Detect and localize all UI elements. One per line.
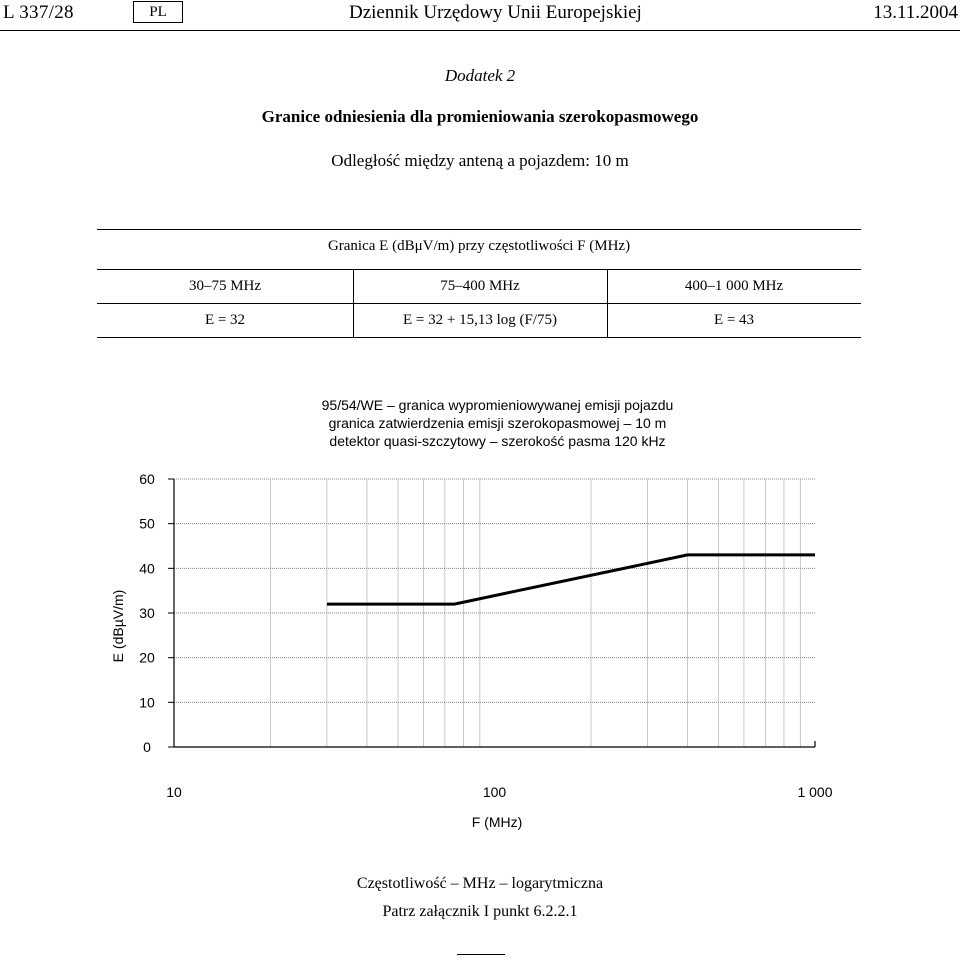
emission-limit-chart bbox=[0, 460, 960, 840]
page-header bbox=[0, 0, 960, 30]
table-bottom-rule bbox=[97, 337, 861, 338]
document-subtitle: Odległość między anteną a pojazdem: 10 m bbox=[331, 151, 629, 170]
table-header-rule bbox=[97, 269, 861, 270]
x-tick-label: 10 bbox=[166, 784, 182, 800]
x-tick-label: 1 000 bbox=[797, 784, 833, 800]
end-divider bbox=[457, 954, 505, 955]
y-tick-label: 30 bbox=[139, 605, 155, 621]
table-caption: Granica E (dBμV/m) przy częstotliwości F (MHz) bbox=[327, 238, 631, 254]
table-cell: E = 43 bbox=[713, 312, 755, 328]
y-tick-label: 20 bbox=[139, 649, 155, 666]
annex-label: Dodatek 2 bbox=[444, 66, 516, 85]
language-badge: PL bbox=[133, 1, 183, 23]
header-divider bbox=[0, 30, 960, 31]
chart-legend-line: granica zatwierdzenia emisji szerokopasmowej – 10 m bbox=[328, 415, 667, 431]
limit-line bbox=[327, 555, 815, 604]
y-tick-label: 40 bbox=[139, 560, 155, 577]
y-tick-label: 10 bbox=[139, 694, 155, 711]
table-top-rule bbox=[97, 229, 861, 230]
document-title: Granice odniesienia dla promieniowania szerokopasmowego bbox=[261, 107, 699, 126]
table-row-rule bbox=[97, 303, 861, 304]
journal-title: Dziennik Urzędowy Unii Europejskiej bbox=[349, 2, 642, 23]
x-axis-label: F (MHz) bbox=[471, 814, 523, 830]
chart-legend-line: 95/54/WE – granica wypromieniowywanej emisji pojazdu bbox=[321, 397, 674, 413]
table-header-cell: 400–1 000 MHz bbox=[684, 278, 784, 294]
chart-legend bbox=[0, 396, 960, 450]
page-reference: L 337/28 bbox=[3, 2, 74, 23]
chart-legend-line: detektor quasi-szczytowy – szerokość pasma 120 kHz bbox=[329, 433, 666, 449]
x-tick-label: 100 bbox=[482, 784, 507, 800]
y-axis-label: E (dBµV/m) bbox=[110, 589, 126, 663]
y-tick-label: 0 bbox=[143, 739, 151, 755]
table-cell: E = 32 bbox=[204, 312, 246, 328]
axis-scale-note: Częstotliwość – MHz – logarytmiczna bbox=[356, 875, 604, 892]
annex-reference: Patrz załącznik I punkt 6.2.2.1 bbox=[382, 903, 578, 920]
table-cell: E = 32 + 15,13 log (F/75) bbox=[403, 312, 557, 328]
table-header-cell: 30–75 MHz bbox=[188, 278, 262, 294]
y-tick-label: 50 bbox=[139, 515, 155, 532]
publication-date: 13.11.2004 bbox=[873, 2, 958, 23]
y-tick-label: 60 bbox=[139, 471, 155, 487]
table-header-cell: 75–400 MHz bbox=[440, 278, 520, 294]
